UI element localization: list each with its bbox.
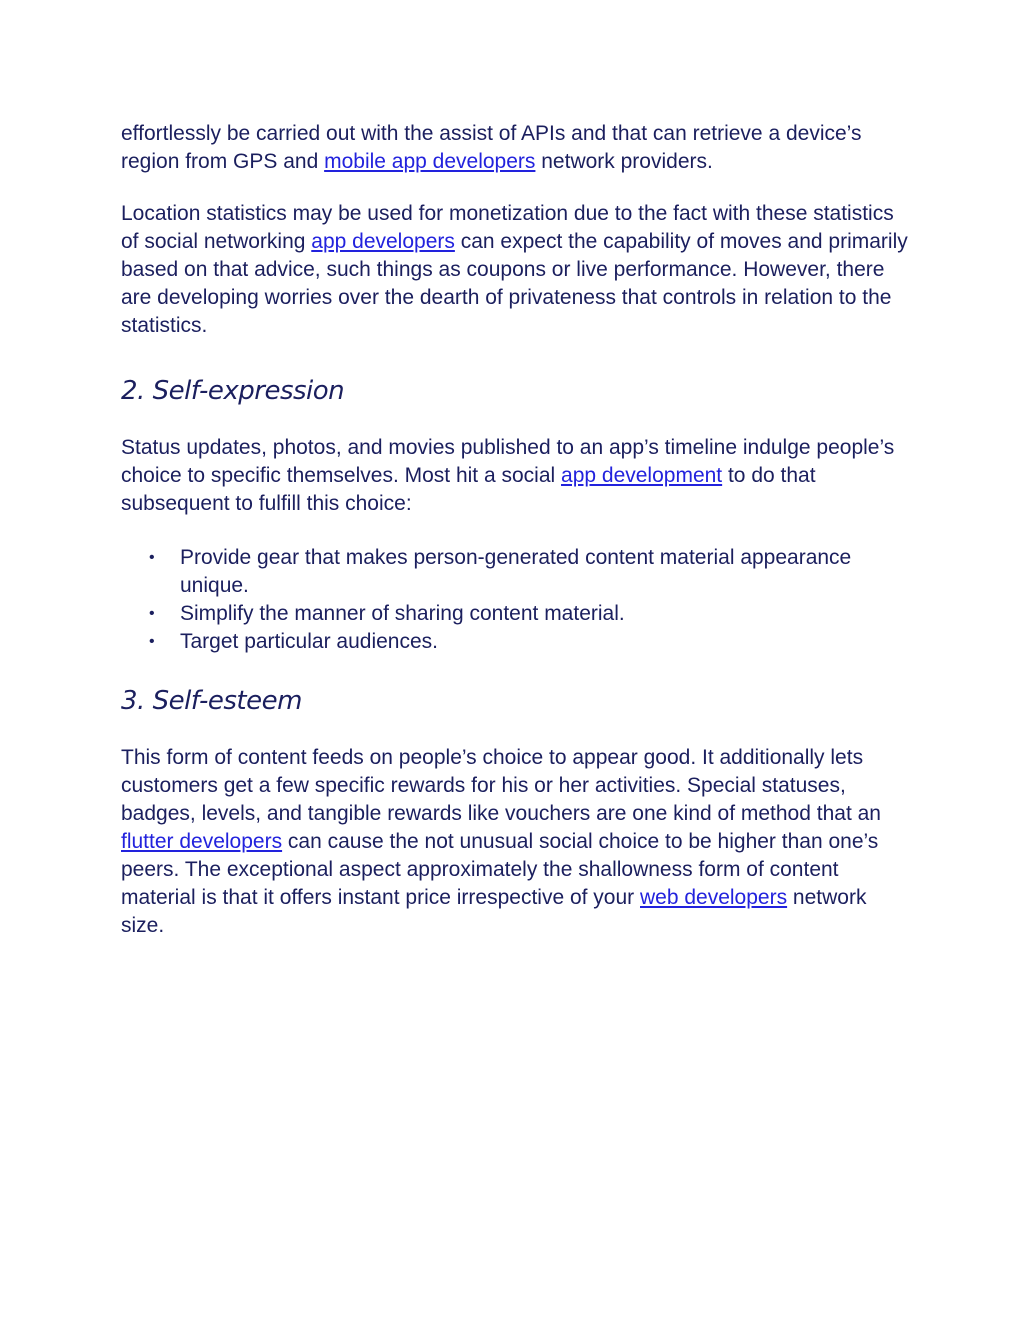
bullet-icon: • bbox=[149, 605, 155, 622]
list-item bbox=[149, 600, 911, 628]
paragraph-text: Location statistics may be used for monetization due to the fact with these statistics of social networking bbox=[121, 202, 894, 253]
paragraph-text: network providers. bbox=[535, 150, 713, 173]
list-item-text: Target particular audiences. bbox=[180, 630, 438, 653]
link-app-developers[interactable]: app developers bbox=[311, 230, 455, 253]
list-item-text: Provide gear that makes person-generated content material appearance unique. bbox=[180, 546, 852, 597]
paragraph-text: This form of content feeds on people’s choice to appear good. It additionally lets customers get a few specific rewards for his or her activities. Special statuses, badges, levels, and tangible rewards like vouchers are one kind of method that an bbox=[121, 746, 881, 825]
paragraph-text: to do that subsequent to fulfill this choice: bbox=[121, 464, 816, 515]
list-item bbox=[149, 544, 911, 600]
paragraph-location-apis bbox=[121, 120, 911, 176]
bullet-icon: • bbox=[149, 633, 155, 650]
heading-self-expression: 2. Self-expression bbox=[121, 376, 345, 406]
list-item-text: Simplify the manner of sharing content material. bbox=[180, 602, 625, 625]
link-app-development[interactable]: app development bbox=[561, 464, 723, 487]
paragraph-self-esteem bbox=[121, 744, 911, 940]
heading-self-esteem: 3. Self-esteem bbox=[121, 686, 302, 716]
link-web-developers[interactable]: web developers bbox=[640, 886, 788, 909]
paragraph-text: Status updates, photos, and movies published to an app’s timeline indulge people’s choice to specific themselves. Most hit a social bbox=[121, 436, 895, 487]
link-mobile-app-developers[interactable]: mobile app developers bbox=[324, 150, 536, 173]
link-flutter-developers[interactable]: flutter developers bbox=[121, 830, 283, 853]
paragraph-status-updates bbox=[121, 434, 911, 518]
paragraph-text: effortlessly be carried out with the assist of APIs and that can retrieve a device’s region from GPS and bbox=[121, 122, 862, 173]
bullet-list bbox=[121, 544, 911, 656]
list-item bbox=[149, 628, 911, 656]
paragraph-text: can cause the not unusual social choice to be higher than one’s peers. The exceptional aspect approximately the shallowness form of content material is that it offers instant price irrespective of your bbox=[121, 830, 879, 909]
paragraph-location-statistics bbox=[121, 200, 911, 340]
paragraph-text: can expect the capability of moves and primarily based on that advice, such things as coupons or live performance. However, there are developing worries over the dearth of privateness that controls in relation to the statistics. bbox=[121, 230, 908, 337]
bullet-icon: • bbox=[149, 549, 155, 566]
paragraph-text: network size. bbox=[121, 886, 867, 937]
document-page bbox=[121, 120, 911, 940]
